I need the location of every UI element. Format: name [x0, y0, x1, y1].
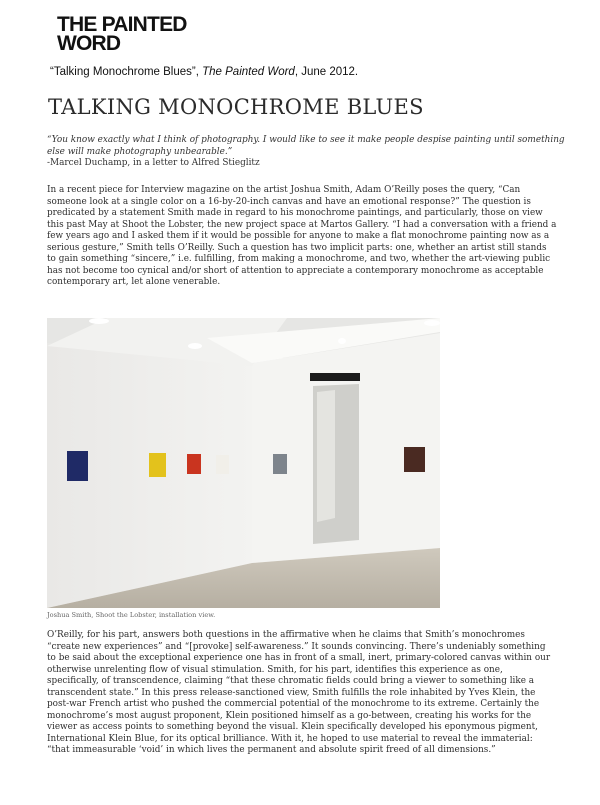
ceiling-light	[424, 320, 440, 326]
citation-suffix: , June 2012.	[294, 66, 359, 78]
ceiling-light	[338, 338, 346, 344]
article-title: TALKING MONOCHROME BLUES	[48, 95, 424, 119]
epigraph-attribution: -Marcel Duchamp, in a letter to Alfred Stieglitz	[47, 158, 260, 169]
logo-line-1: THE PAINTED	[57, 13, 187, 36]
citation-line	[50, 66, 358, 78]
citation-prefix: “Talking Monochrome Blues”,	[50, 66, 203, 78]
publication-logo	[57, 15, 187, 53]
painting-blue	[67, 451, 88, 481]
ceiling-light	[89, 318, 109, 324]
epigraph	[47, 135, 567, 170]
doorway-header	[310, 373, 360, 381]
painting-brown	[404, 447, 425, 472]
installation-view-image	[47, 318, 440, 608]
epigraph-quote: “You know exactly what I think of photography. I would like to see it make people despise painting until something else will make photography unbearable.”	[47, 135, 565, 157]
image-caption: Joshua Smith, Shoot the Lobster, installation view.	[47, 611, 216, 619]
installation-photo	[47, 318, 440, 608]
ceiling-light	[188, 343, 202, 349]
painting-grey	[273, 454, 287, 474]
article-paragraph-1: In a recent piece for Interview magazine on the artist Joshua Smith, Adam O’Reilly poses the query, “Can someone look at a single color on a 16-by-20-inch canvas and have an emotional response?” The question is predicated by a statement Smith made in regard to his monochrome paintings, and particularly, those on view this past May at Shoot the Lobster, the new project space at Martos Gallery. “I had a conversation with a friend a few years ago and I asked them if it would be possible for anyone to make a flat monochrome painting now as a serious gesture,” Smith tells O’Reilly. Such a question has two implicit parts: one, whether an artist still stands to gain something “sincere,” i.e. fulfilling, from making a monochrome, and two, whether the art-viewing public has not become too cynical and/or short of attention to appreciate a contemporary monochrome as acceptable contemporary art, let alone venerable.	[47, 185, 557, 288]
painting-yellow	[149, 453, 166, 477]
painting-red	[187, 454, 201, 474]
doorway-inner-wall	[317, 390, 335, 522]
citation-publication: The Painted Word	[202, 66, 295, 78]
painting-white	[216, 455, 229, 474]
article-paragraph-2: O’Reilly, for his part, answers both questions in the affirmative when he claims that Smith’s monochromes “create new experiences” and “[provoke] self-awareness.” It sounds convincing. There’s undeniably something to be said about the exceptional experience one has in front of a small, inert, primary-colored canvas within our otherwise unrelenting flow of visual stimulation. Smith, for his part, identifies this experience as one, specifically, of transcendence, claiming “that these chromatic fields could bring a viewer to something like a transcendent state.” In this press release-sanctioned view, Smith fulfills the role inhabited by Yves Klein, the post-war French artist who pushed the commercial potential of the monochrome to its extreme. Certainly the monochrome’s most august proponent, Klein positioned himself as a go-between, creating his works for the viewer as access points to something beyond the visual. Klein specifically developed his eponymous pigment, International Klein Blue, for its optical brilliance. With it, he hoped to use material to reveal the immaterial: “that immeasurable ‘void’ in which lives the permanent and absolute spirit freed of all dimensions.”	[47, 630, 551, 756]
logo-line-2: WORD	[57, 32, 121, 55]
